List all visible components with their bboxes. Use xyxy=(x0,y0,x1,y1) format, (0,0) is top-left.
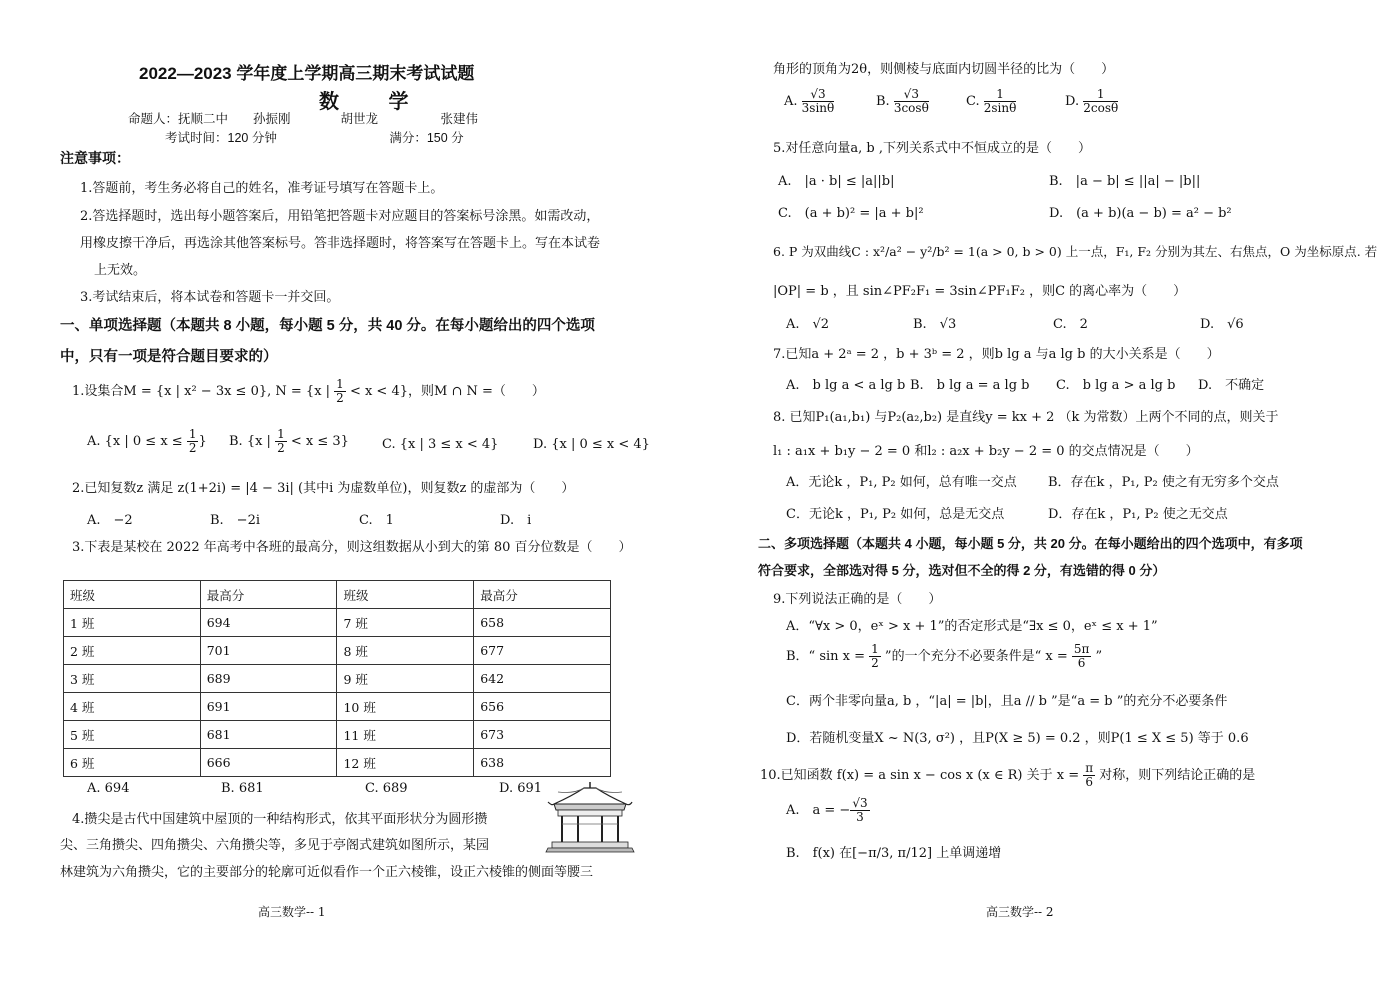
notice-heading: 注意事项： xyxy=(60,150,130,166)
q8-option-b: B．存在k ，P₁, P₂ 使之有无穷多个交点 xyxy=(1048,475,1279,490)
q9-b-frac2 xyxy=(1072,643,1092,670)
q4-option-a xyxy=(784,88,834,115)
q4-c-frac xyxy=(984,88,1017,115)
q9-b-frac2-den: 6 xyxy=(1077,656,1086,670)
q8-option-c: C．无论k ，P₁, P₂ 如何，总是无交点 xyxy=(786,507,1005,522)
q10-a-den: 3 xyxy=(856,810,864,824)
q10-frac-num: π xyxy=(1085,761,1094,775)
table-cell: 656 xyxy=(474,693,611,721)
q4-option-c xyxy=(966,88,1016,115)
q1-option-a xyxy=(87,428,207,455)
q1-stem-a: 1.设集合M = {x | x² − 3x ≤ 0}, N = {x | xyxy=(72,384,335,399)
table-cell: 689 xyxy=(200,665,337,693)
q2-option-b: B. −2i xyxy=(210,513,261,528)
table-header-cell: 最高分 xyxy=(474,581,611,609)
table-cell: 642 xyxy=(474,665,611,693)
q4-c-den: 2sinθ xyxy=(983,101,1017,115)
table-cell: 7 班 xyxy=(337,609,474,637)
q9-option-d: D．若随机变量X ~ N(3, σ²) ，且P(X ≥ 5) = 0.2 ，则P(1 ≤ X ≤ 5) 等于 0.6 xyxy=(786,731,1249,746)
table-cell: 10 班 xyxy=(337,693,474,721)
q4-d-num: 1 xyxy=(1083,88,1118,102)
q4-c-num: 1 xyxy=(984,88,1017,102)
q5-option-b: B. |a − b| ≤ ||a| − |b|| xyxy=(1049,174,1201,189)
q3-score-table xyxy=(63,580,611,777)
q1-b-den: 2 xyxy=(277,441,285,455)
q10-stem-post: 对称，则下列结论正确的是 xyxy=(1095,768,1256,783)
q2-option-a: A. −2 xyxy=(87,513,133,528)
q10-frac-den: 6 xyxy=(1085,775,1094,789)
q10-option-a xyxy=(786,797,870,824)
table-cell: 8 班 xyxy=(337,637,474,665)
q4-a-num: √3 xyxy=(802,88,835,102)
q1-stem xyxy=(72,378,545,405)
table-cell: 3 班 xyxy=(64,665,201,693)
q8-line2: l₁ : a₁x + b₁y − 2 = 0 和l₂ : a₂x + b₂y − 2 = 0 的交点情况是（ ） xyxy=(773,444,1199,459)
table-row xyxy=(64,609,611,637)
notice-1: 1.答题前，考生务必将自己的姓名，准考证号填写在答题卡上。 xyxy=(80,181,444,196)
q2-option-c: C. 1 xyxy=(359,513,394,528)
table-header-cell: 最高分 xyxy=(200,581,337,609)
q10-option-b: B. f(x) 在[−π/3, π/12] 上单调递增 xyxy=(786,846,1002,861)
notice-2-cont: 用橡皮擦干净后，再选涂其他答案标号。答非选择题时，将答案写在答题卡上。写在本试卷 xyxy=(80,236,601,251)
q4-d-frac xyxy=(1083,88,1118,115)
table-cell: 638 xyxy=(474,749,611,777)
q10-frac xyxy=(1083,762,1095,789)
table-cell: 6 班 xyxy=(64,749,201,777)
q1-frac-den: 2 xyxy=(336,391,344,405)
q4-d-den: 2cosθ xyxy=(1083,101,1119,115)
exam-title: 2022—2023 学年度上学期高三期末考试试题 xyxy=(139,64,475,83)
q5-option-c: C. (a + b)² = |a + b|² xyxy=(778,206,924,221)
table-header-row xyxy=(64,581,611,609)
section2-heading: 二、多项选择题（本题共 4 小题，每小题 5 分，共 20 分。在每小题给出的四个选项中，有多项 xyxy=(758,536,1303,551)
table-row xyxy=(64,749,611,777)
table-cell: 694 xyxy=(200,609,337,637)
q7-option-c: C. b lg a > a lg b xyxy=(1056,378,1176,393)
q4-option-b xyxy=(876,88,929,115)
q10-a-num: √3 xyxy=(852,796,868,810)
q1-a-frac xyxy=(187,428,199,455)
q4-line1: 4.攒尖是古代中国建筑中屋顶的一种结构形式，依其平面形状分为圆形攒 xyxy=(72,812,488,827)
table-cell: 11 班 xyxy=(337,721,474,749)
section1-heading: 一、单项选择题（本题共 8 小题，每小题 5 分，共 40 分。在每小题给出的四个选项 xyxy=(60,318,595,334)
notice-3: 3.考试结束后，将本试卷和答题卡一并交回。 xyxy=(80,290,340,305)
q3-option-b: B. 681 xyxy=(221,781,264,796)
q9-b-post: ” xyxy=(1091,649,1103,664)
q5-stem: 5.对任意向量a, b ,下列关系式中不恒成立的是（ ） xyxy=(773,141,1092,156)
q5-option-d: D. (a + b)(a − b) = a² − b² xyxy=(1049,206,1232,221)
q10-stem xyxy=(760,762,1255,789)
table-cell: 691 xyxy=(200,693,337,721)
page-footer-2: 高三数学-- 2 xyxy=(986,905,1054,919)
table-cell: 677 xyxy=(474,637,611,665)
q1-a-den: 2 xyxy=(188,441,197,455)
table-cell: 658 xyxy=(474,609,611,637)
q9-b-frac1-den: 2 xyxy=(871,656,879,670)
table-cell: 5 班 xyxy=(64,721,201,749)
subject-title: 数 学 xyxy=(319,91,431,113)
table-cell: 666 xyxy=(200,749,337,777)
q8-option-a: A．无论k ，P₁, P₂ 如何，总有唯一交点 xyxy=(786,475,1017,490)
q6-line1: 6. P 为双曲线C : x²/a² − y²/b² = 1(a > 0, b > 0) 上一点，F₁, F₂ 分别为其左、右焦点，O 为坐标原点. 若 xyxy=(773,244,1378,259)
q2-option-d: D. i xyxy=(500,513,532,528)
q1-option-b xyxy=(229,428,349,455)
pavilion-illustration xyxy=(544,780,636,854)
table-header-cell: 班级 xyxy=(337,581,474,609)
q7-option-d: D. 不确定 xyxy=(1198,378,1265,393)
page-footer-1: 高三数学-- 1 xyxy=(258,905,326,919)
q4-b-label: B. xyxy=(876,94,890,109)
q1-option-c: C. {x | 3 ≤ x < 4} xyxy=(382,437,499,452)
q1-frac-num: 1 xyxy=(336,377,344,391)
q4-a-label: A. xyxy=(784,94,798,109)
q9-b-frac1 xyxy=(869,643,881,670)
q4-d-label: D. xyxy=(1065,94,1080,109)
q1-b-num: 1 xyxy=(277,427,285,441)
q1-stem-b: < x < 4}，则M ∩ N =（ ） xyxy=(345,384,545,399)
table-cell: 4 班 xyxy=(64,693,201,721)
q7-option-b: B. b lg a = a lg b xyxy=(910,378,1030,393)
q10-a-frac xyxy=(850,797,869,824)
q9-b-frac1-num: 1 xyxy=(871,642,879,656)
table-cell: 9 班 xyxy=(337,665,474,693)
table-row xyxy=(64,693,611,721)
table-cell: 1 班 xyxy=(64,609,201,637)
q5-option-a: A. |a · b| ≤ |a||b| xyxy=(778,174,895,189)
q4-c-label: C. xyxy=(966,94,980,109)
q4-line2: 尖、三角攒尖、四角攒尖、六角攒尖等，多见于亭阁式建筑如图所示，某园 xyxy=(60,838,490,853)
time-line: 考试时间：120 分钟 满分：150 分 xyxy=(165,131,464,145)
section2-heading-cont: 符合要求，全部选对得 5 分，选对但不全的得 2 分，有选错的得 0 分） xyxy=(758,563,1166,578)
table-cell: 2 班 xyxy=(64,637,201,665)
q6-option-c: C. 2 xyxy=(1053,317,1088,332)
q1-a-pre: A. {x | 0 ≤ x ≤ xyxy=(87,434,187,449)
q1-b-post: < x ≤ 3} xyxy=(286,434,349,449)
q2-stem: 2.已知复数z 满足 z(1+2i) = |4 − 3i| (其中i 为虚数单位)，则复数z 的虚部为（ ） xyxy=(72,481,575,496)
q4-b-frac xyxy=(894,88,929,115)
q6-line2: |OP| = b ，且 sin∠PF₂F₁ = 3sin∠PF₁F₂ ，则C 的离心率为（ ） xyxy=(773,284,1187,299)
q9-b-mid: ”的一个充分不必要条件是“ x = xyxy=(880,649,1072,664)
notice-2: 2.答选择题时，选出每小题答案后，用铅笔把答题卡对应题目的答案标号涂黑。如需改动， xyxy=(80,209,600,224)
q1-b-frac xyxy=(275,428,287,455)
q7-option-a: A. b lg a < a lg b xyxy=(786,378,906,393)
q10-a-pre: A. a = − xyxy=(786,803,851,818)
table-cell: 673 xyxy=(474,721,611,749)
q9-b-frac2-num: 5π xyxy=(1073,642,1090,656)
q9-stem: 9.下列说法正确的是（ ） xyxy=(773,592,942,607)
q7-stem: 7.已知a + 2ᵃ = 2 ，b + 3ᵇ = 2 ，则b lg a 与a lg b 的大小关系是（ ） xyxy=(773,347,1220,362)
q8-option-d: D．存在k ，P₁, P₂ 使之无交点 xyxy=(1048,507,1228,522)
q3-stem: 3.下表是某校在 2022 年高考中各班的最高分，则这组数据从小到大的第 80 百分位数是（ ） xyxy=(72,540,632,555)
q4-a-den: 3sinθ xyxy=(801,101,835,115)
q4-b-num: √3 xyxy=(894,88,929,102)
q4-b-den: 3cosθ xyxy=(893,101,929,115)
q4-cont: 角形的顶角为2θ，则侧棱与底面内切圆半径的比为（ ） xyxy=(773,62,1115,77)
q1-a-num: 1 xyxy=(188,427,197,441)
q6-option-d: D. √6 xyxy=(1200,317,1244,332)
q8-line1: 8. 已知P₁(a₁,b₁) 与P₂(a₂,b₂) 是直线y = kx + 2 （k 为常数）上两个不同的点，则关于 xyxy=(773,410,1279,425)
table-row xyxy=(64,637,611,665)
table-cell: 681 xyxy=(200,721,337,749)
q6-option-b: B. √3 xyxy=(913,317,957,332)
q4-line3: 林建筑为六角攒尖，它的主要部分的轮廓可近似看作一个正六棱锥，设正六棱锥的侧面等腰三 xyxy=(60,865,594,880)
authors-line: 命题人：抚顺二中 孙振刚 胡世龙 张建伟 xyxy=(128,112,479,126)
q10-stem-pre: 10.已知函数 f(x) = a sin x − cos x (x ∈ R) 关于 x = xyxy=(760,768,1084,783)
q9-option-a: A．“∀x > 0，eˣ > x + 1”的否定形式是“∃x ≤ 0，eˣ ≤ x + 1” xyxy=(786,619,1158,634)
table-header-cell: 班级 xyxy=(64,581,201,609)
q1-a-post: } xyxy=(198,434,207,449)
q3-option-c: C. 689 xyxy=(365,781,408,796)
q3-option-a: A. 694 xyxy=(87,781,130,796)
q9-b-pre: B．“ sin x = xyxy=(786,649,870,664)
q6-option-a: A. √2 xyxy=(786,317,830,332)
q9-option-b xyxy=(786,643,1102,670)
table-cell: 701 xyxy=(200,637,337,665)
section1-heading-cont: 中，只有一项是符合题目要求的） xyxy=(60,349,278,365)
q1-option-d: D. {x | 0 ≤ x < 4} xyxy=(533,437,650,452)
q1-frac xyxy=(334,378,346,405)
table-row xyxy=(64,721,611,749)
q4-a-frac xyxy=(802,88,835,115)
q9-option-c: C．两个非零向量a, b ，“|a| = |b|，且a // b ”是“a = b ”的充分不必要条件 xyxy=(786,694,1228,709)
q3-option-d: D. 691 xyxy=(499,781,543,796)
table-row xyxy=(64,665,611,693)
table-cell: 12 班 xyxy=(337,749,474,777)
q1-b-pre: B. {x | xyxy=(229,434,276,449)
q4-option-d xyxy=(1065,88,1118,115)
notice-2-end: 上无效。 xyxy=(94,263,147,278)
